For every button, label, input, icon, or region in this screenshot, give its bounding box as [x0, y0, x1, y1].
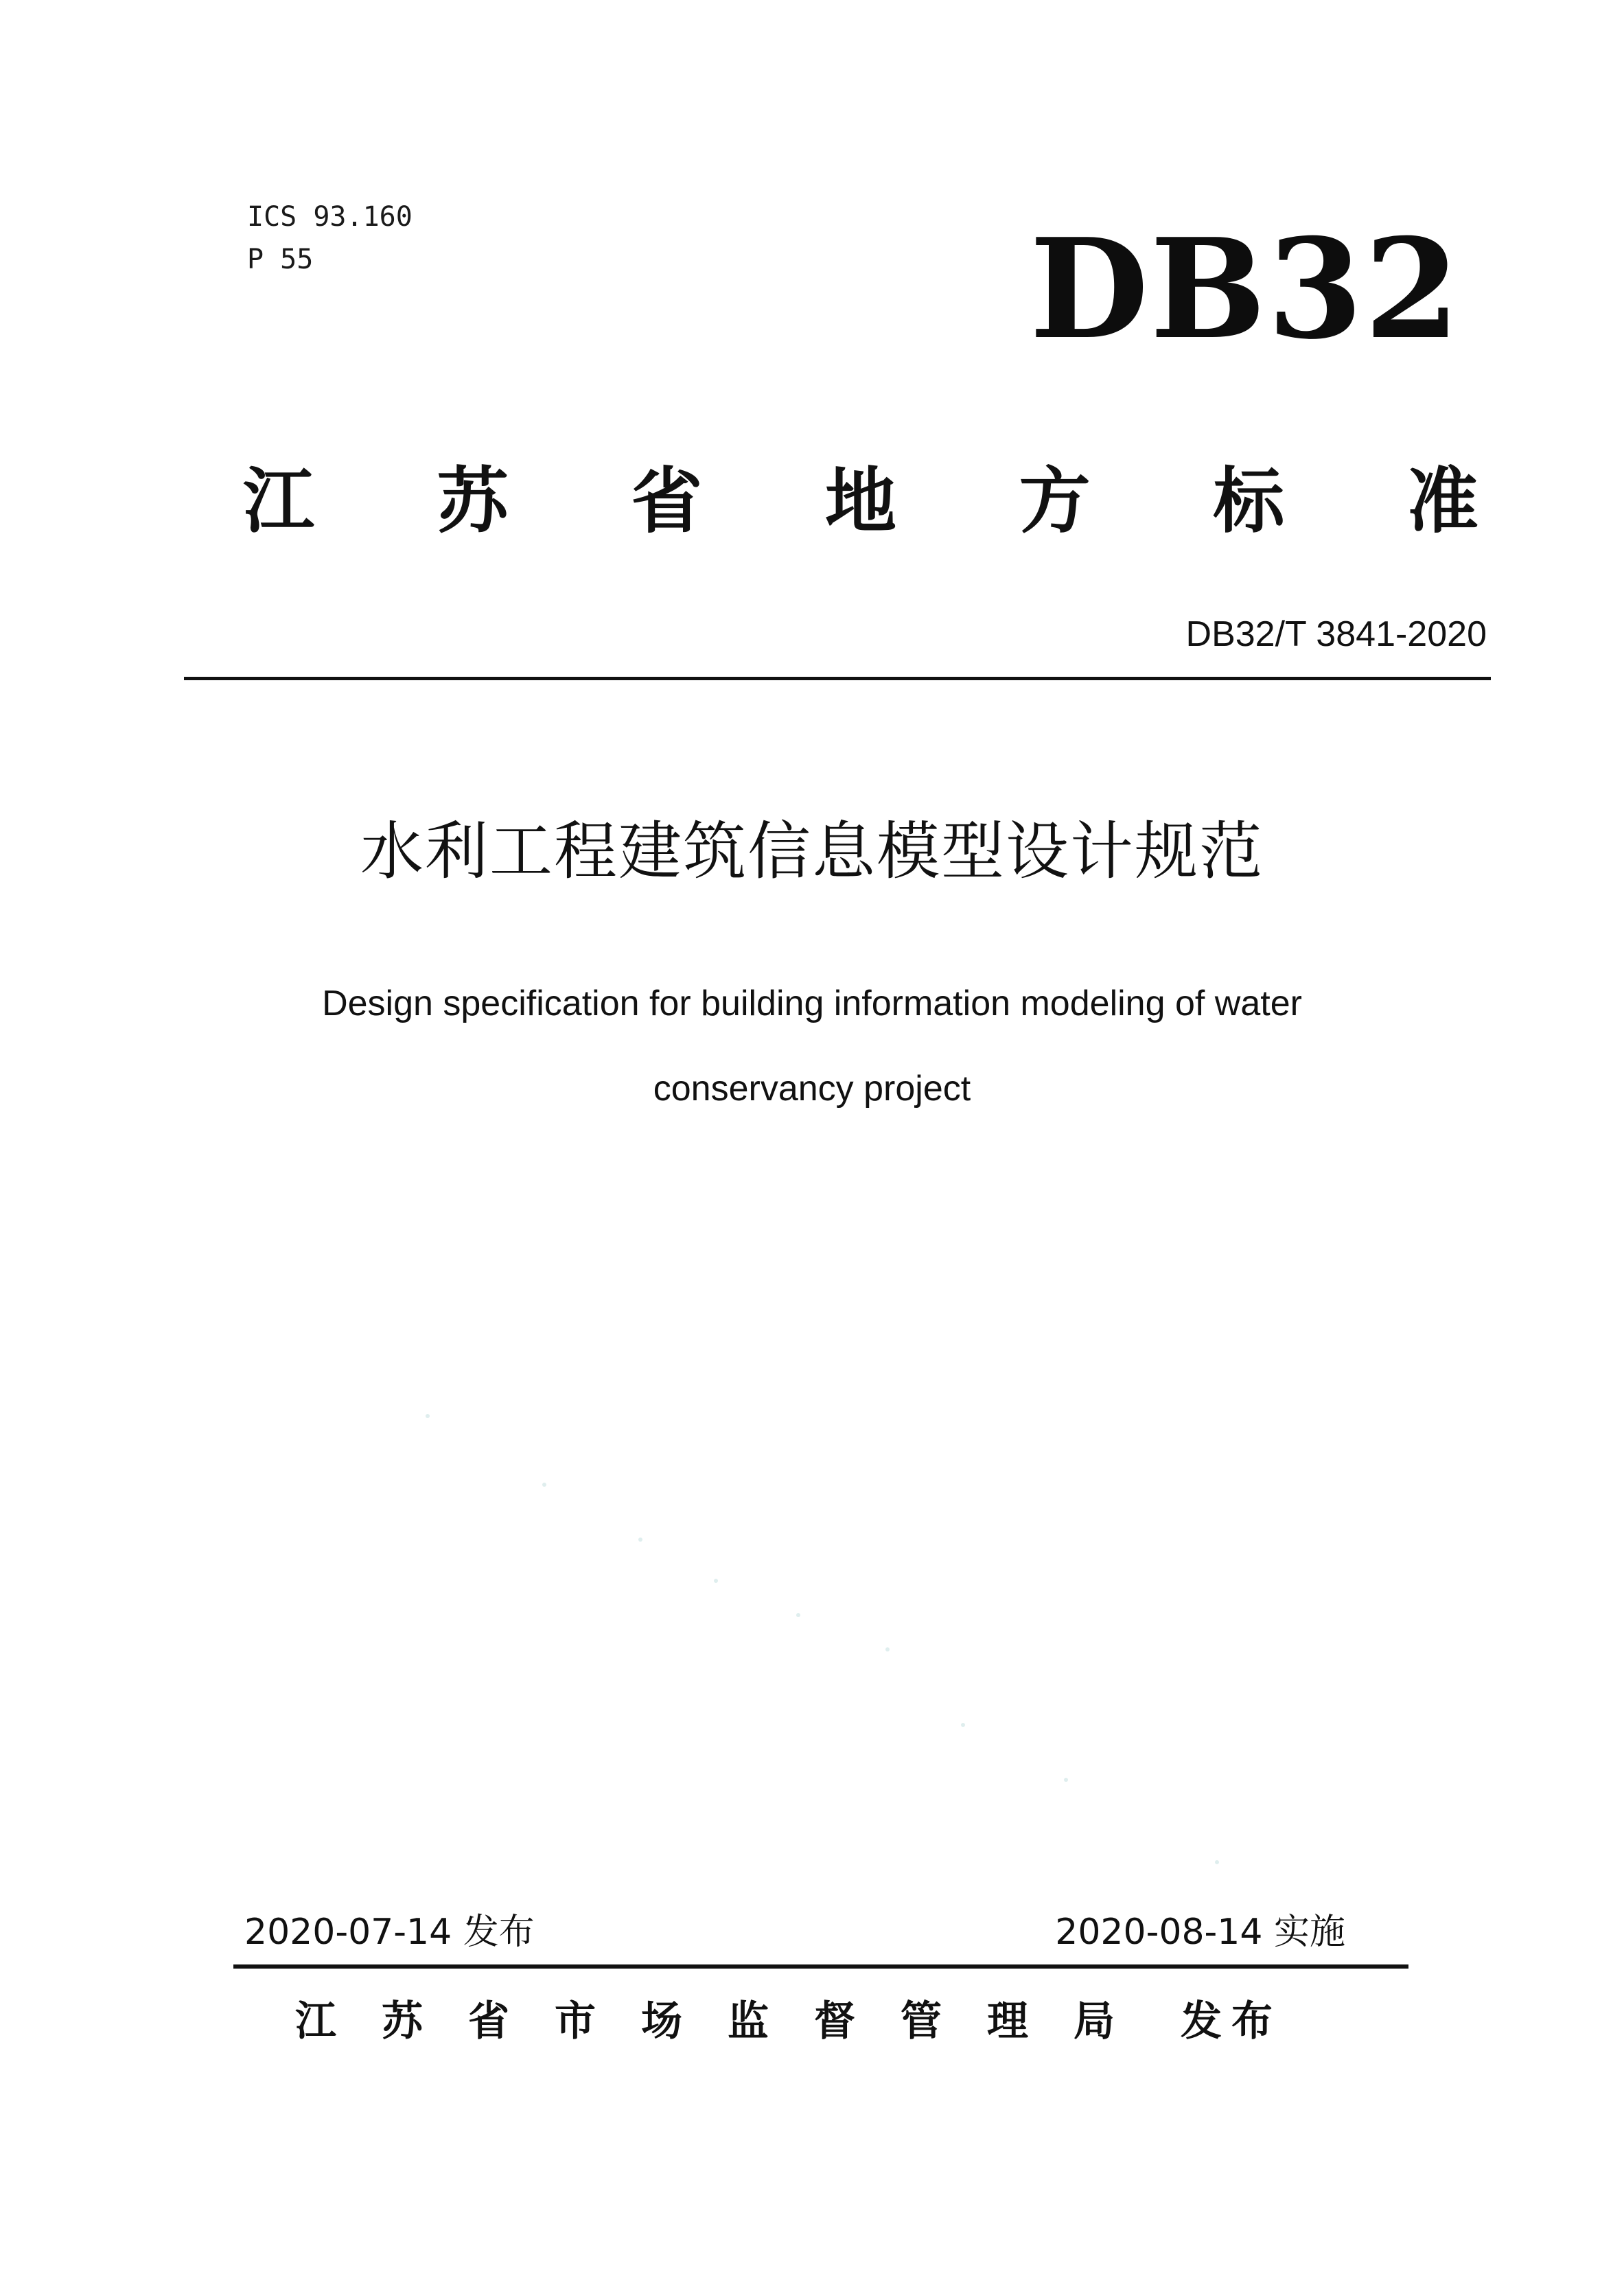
bottom-divider	[233, 1964, 1408, 1969]
top-divider	[184, 677, 1491, 680]
standard-type	[243, 453, 1478, 549]
ccs-code: P 55	[247, 244, 314, 275]
publish-date: 2020-07-14 发布	[244, 1912, 535, 1953]
scan-speck	[1064, 1778, 1068, 1782]
title-english	[194, 961, 1430, 1131]
scan-speck	[961, 1723, 965, 1727]
issuer-line	[295, 1991, 1325, 2052]
date-row	[244, 1908, 1345, 1956]
implement-date: 2020-08-14 实施	[1055, 1912, 1345, 1953]
scan-speck	[796, 1613, 800, 1617]
standard-type-char: 方	[1019, 459, 1091, 543]
scan-speck	[638, 1538, 642, 1542]
standard-type-char: 江	[243, 459, 315, 543]
title-chinese: 水利工程建筑信息模型设计规范	[360, 815, 1264, 888]
scan-speck	[885, 1647, 890, 1651]
ics-code: ICS 93.160	[247, 201, 413, 233]
scan-speck	[542, 1483, 546, 1487]
standard-type-char: 标	[1213, 459, 1285, 543]
issuer-name: 江苏省市场监督管理局	[295, 1997, 1160, 2045]
standard-type-char: 地	[824, 459, 896, 543]
title-english-line1: Design specification for building information modeling of water	[322, 984, 1302, 1023]
issue-action: 发布	[1181, 1997, 1282, 2045]
standard-number: DB32/T 3841-2020	[1185, 614, 1487, 654]
standard-type-char: 苏	[437, 459, 509, 543]
scan-speck	[714, 1579, 718, 1583]
standard-type-char: 准	[1406, 459, 1478, 543]
scan-speck	[426, 1414, 430, 1418]
db32-logo: DB32	[1030, 209, 1461, 370]
standard-type-char: 省	[631, 459, 703, 543]
scan-speck	[1215, 1860, 1219, 1864]
title-english-line2: conservancy project	[653, 1069, 971, 1109]
